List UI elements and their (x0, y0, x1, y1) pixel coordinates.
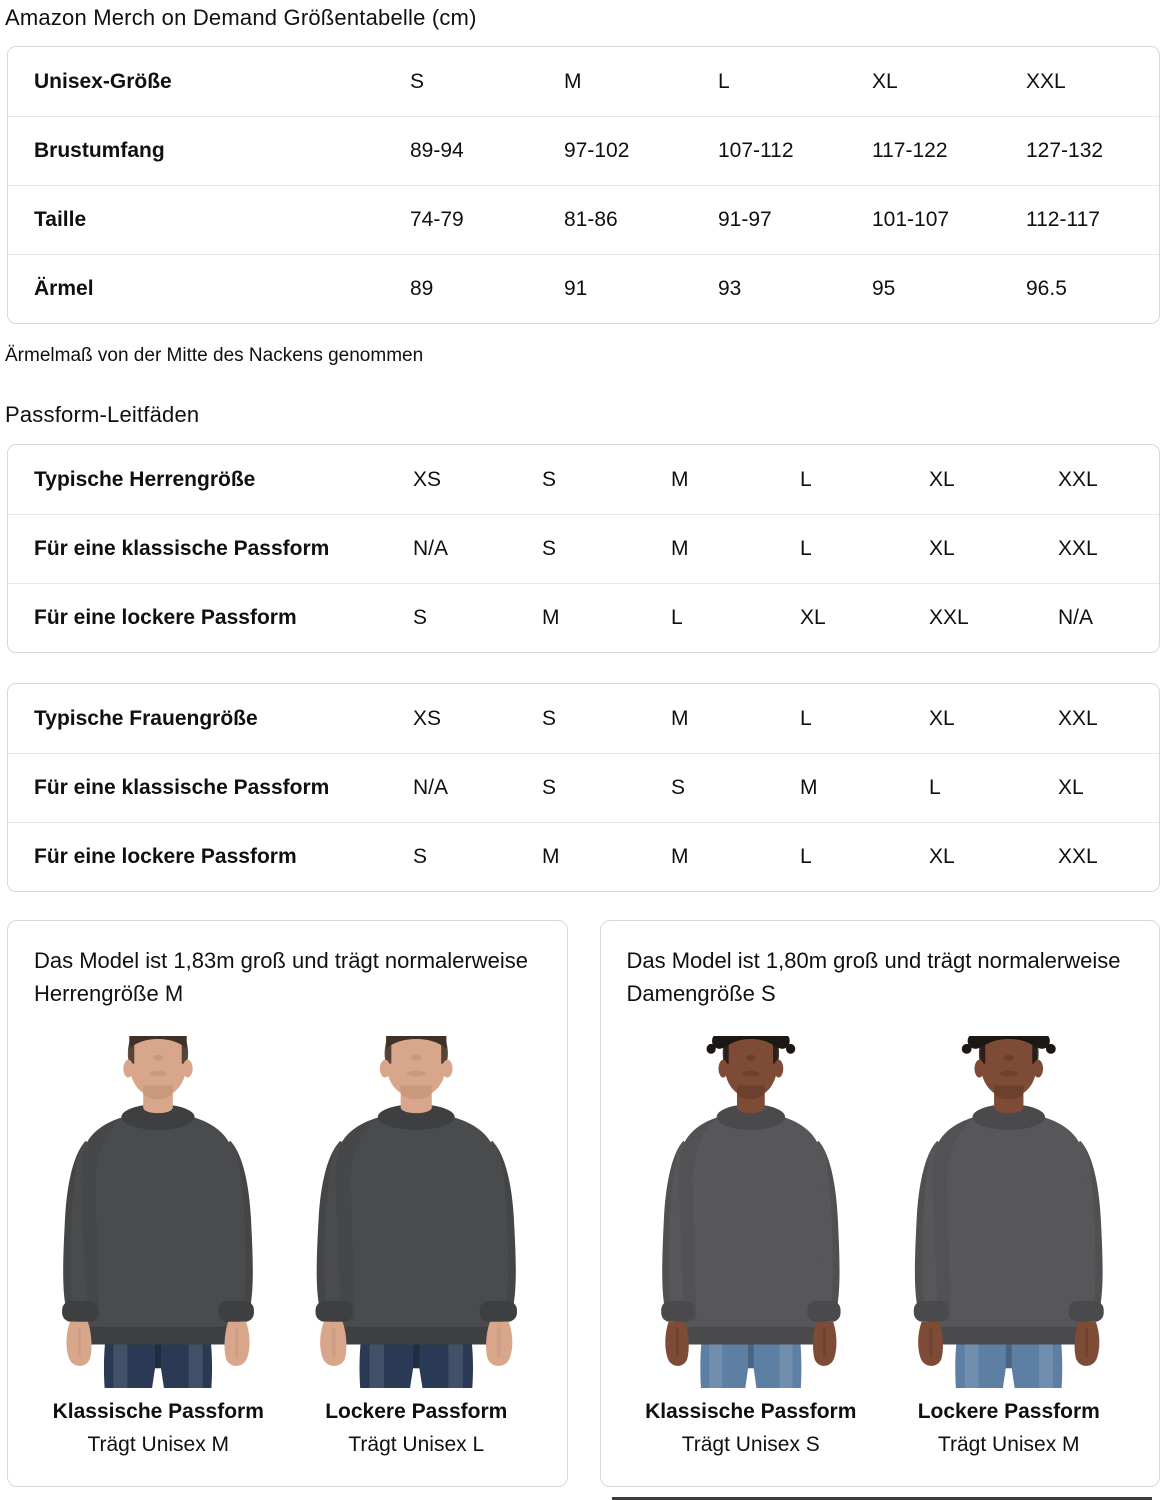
size-cell: 81-86 (564, 208, 618, 231)
size-cell: M (671, 706, 689, 730)
row-label: Taille (34, 208, 87, 231)
figures-row (601, 1036, 1160, 1457)
table-row (8, 684, 1159, 753)
row-label: Typische Frauengröße (34, 706, 258, 730)
size-cell: L (800, 845, 812, 868)
size-cell: XXL (1058, 537, 1098, 560)
fit-type-label: Klassische Passform (645, 1400, 857, 1423)
unisex-size-table (7, 46, 1160, 324)
size-cell: M (542, 845, 560, 868)
table-row (8, 822, 1159, 891)
table-row (8, 445, 1159, 514)
row-label: Für eine klassische Passform (34, 537, 330, 560)
size-cell: XXL (929, 606, 969, 629)
size-cell: N/A (1058, 606, 1094, 629)
fit-table-women (7, 683, 1160, 892)
size-cell: 107-112 (718, 139, 794, 162)
table-row (8, 116, 1159, 185)
sleeve-measure-note: Ärmelmaß von der Mitte des Nackens genommen (5, 345, 424, 366)
fit-guides-heading: Passform-Leitfäden (5, 402, 200, 427)
size-cell: L (718, 69, 730, 93)
size-cell: S (413, 606, 428, 629)
size-cell: XXL (1026, 69, 1066, 93)
size-cell: 117-122 (872, 139, 948, 162)
size-cell: L (800, 467, 812, 491)
size-cell: L (800, 706, 812, 730)
row-label: Typische Herrengröße (34, 467, 256, 491)
size-cell: S (542, 467, 557, 491)
size-cell: 127-132 (1026, 139, 1104, 162)
size-cell: S (410, 69, 425, 93)
size-cell: XL (929, 467, 955, 491)
size-cell: XL (800, 606, 826, 629)
size-cell: M (671, 845, 689, 868)
size-cell: 91-97 (718, 208, 772, 231)
size-cell: XL (929, 706, 955, 730)
male-model-loose-fit-photo (292, 1036, 540, 1388)
size-cell: XL (929, 845, 955, 868)
size-cell: 91 (564, 277, 588, 300)
size-cell: M (564, 69, 582, 93)
size-cell: S (542, 776, 557, 799)
row-label: Für eine lockere Passform (34, 845, 297, 868)
size-cell: S (413, 845, 428, 868)
size-cell: M (671, 467, 689, 491)
size-cell: XS (413, 706, 442, 730)
size-cell: M (671, 537, 689, 560)
size-cell: XXL (1058, 706, 1098, 730)
size-cell: XL (929, 537, 955, 560)
size-cell: L (800, 537, 812, 560)
figure-classic-fit (625, 1036, 877, 1457)
figure-classic-fit (32, 1036, 284, 1457)
worn-size-label: Trägt Unisex S (681, 1433, 820, 1456)
figure-loose-fit (290, 1036, 542, 1457)
size-cell: 74-79 (410, 208, 464, 231)
model-description: Das Model ist 1,83m groß und trägt normalerweise Herrengröße M (34, 948, 528, 1006)
size-cell: S (542, 537, 557, 560)
size-cell: XL (1058, 776, 1084, 799)
worn-size-label: Trägt Unisex M (937, 1433, 1080, 1456)
table-row (8, 514, 1159, 583)
model-cards (7, 920, 1160, 1487)
row-label: Brustumfang (34, 139, 165, 162)
size-cell: 93 (718, 277, 742, 300)
size-cell: 89-94 (410, 139, 464, 162)
size-cell: M (542, 606, 560, 629)
worn-size-label: Trägt Unisex L (348, 1433, 485, 1456)
size-cell: S (542, 706, 557, 730)
table-row (8, 583, 1159, 652)
fit-type-label: Lockere Passform (917, 1400, 1100, 1423)
figures-row (8, 1036, 567, 1457)
figure-loose-fit (883, 1036, 1135, 1457)
men-model-card (7, 920, 568, 1487)
fit-table-men (7, 444, 1160, 653)
fit-type-label: Klassische Passform (52, 1400, 264, 1423)
table-row (8, 47, 1159, 116)
size-cell: 89 (410, 277, 434, 300)
table-row (8, 753, 1159, 822)
size-cell: 97-102 (564, 139, 630, 162)
size-cell: XXL (1058, 845, 1098, 868)
size-cell: 95 (872, 277, 896, 300)
size-cell: L (671, 606, 683, 629)
table-row (8, 254, 1159, 323)
size-cell: N/A (413, 537, 449, 560)
row-label: Für eine klassische Passform (34, 776, 330, 799)
size-cell: N/A (413, 776, 449, 799)
size-cell: S (671, 776, 686, 799)
size-cell: 96.5 (1026, 277, 1067, 300)
row-label: Ärmel (34, 277, 94, 300)
size-cell: XL (872, 69, 898, 93)
page-title: Amazon Merch on Demand Größentabelle (cm) (5, 5, 477, 30)
size-cell: XXL (1058, 467, 1098, 491)
row-label: Unisex-Größe (34, 69, 172, 93)
women-model-card (600, 920, 1161, 1487)
size-cell: 101-107 (872, 208, 950, 231)
female-model-classic-fit-photo (627, 1036, 875, 1388)
fit-type-label: Lockere Passform (325, 1400, 508, 1423)
size-cell: XS (413, 467, 442, 491)
female-model-loose-fit-photo (885, 1036, 1133, 1388)
row-label: Für eine lockere Passform (34, 606, 297, 629)
size-cell: L (929, 776, 941, 799)
male-model-classic-fit-photo (34, 1036, 282, 1388)
worn-size-label: Trägt Unisex M (87, 1433, 230, 1456)
size-cell: M (800, 776, 818, 799)
model-description: Das Model ist 1,80m groß und trägt normalerweise Damengröße S (626, 948, 1121, 1006)
size-cell: 112-117 (1026, 208, 1100, 231)
table-row (8, 185, 1159, 254)
